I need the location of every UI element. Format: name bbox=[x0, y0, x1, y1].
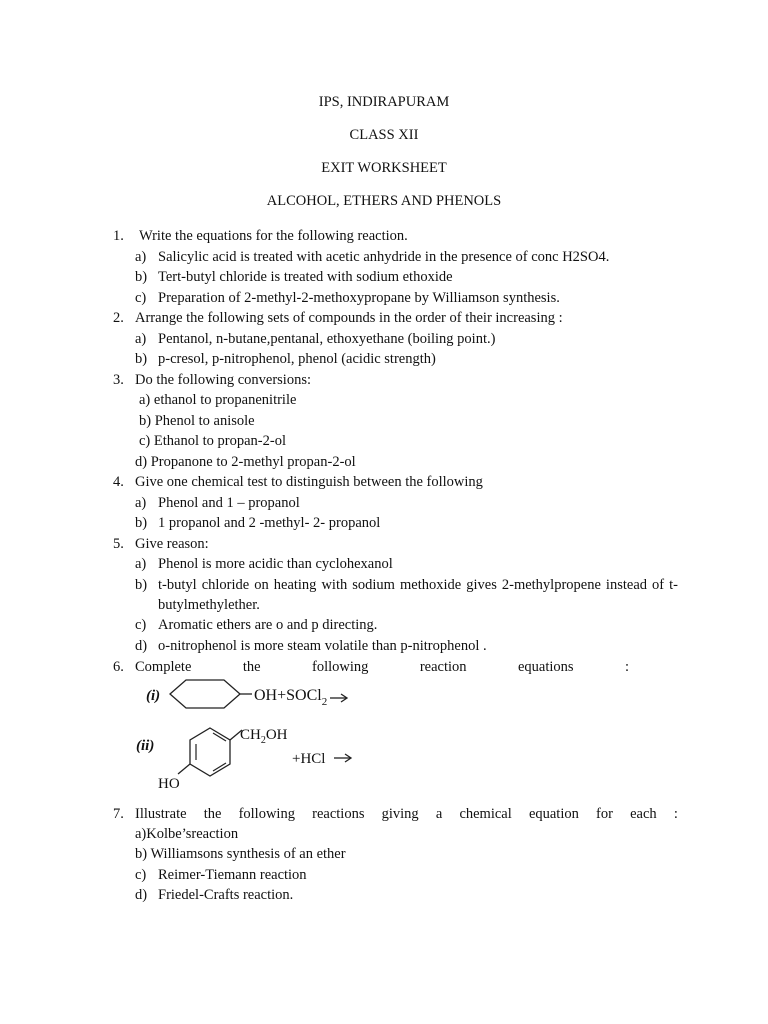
q7-number: 7. bbox=[113, 806, 124, 822]
q4-number: 4. bbox=[113, 474, 124, 490]
q7-word: the bbox=[203, 806, 222, 822]
class-title: CLASS XII bbox=[349, 127, 419, 143]
q2-item-a-mark: a) bbox=[135, 331, 147, 347]
q7-item-c-mark: c) bbox=[135, 867, 147, 883]
q7-item-a: a)Kolbe’sreaction bbox=[135, 826, 239, 842]
bond-line bbox=[178, 764, 190, 774]
hydroxy-substituent: HO bbox=[158, 776, 180, 792]
q2-item-a: Pentanol, n-butane,pentanal, ethoxyethane (boiling point.) bbox=[158, 331, 496, 347]
q6-text bbox=[135, 657, 629, 677]
q7-word: : bbox=[673, 806, 678, 822]
q7-item-b: b) Williamsons synthesis of an ether bbox=[135, 846, 346, 862]
q7-word: Illustrate bbox=[135, 806, 187, 822]
q1-item-b: Tert-butyl chloride is treated with sodium ethoxide bbox=[158, 269, 453, 285]
ch2oh-group: $CH_2OH$ bbox=[240, 727, 288, 746]
q7-item-d: Friedel-Crafts reaction. bbox=[158, 887, 294, 903]
q7-word: reactions bbox=[312, 806, 365, 822]
q7-text bbox=[135, 804, 678, 824]
cyclohexane-ring bbox=[170, 680, 240, 708]
q1-item-a-mark: a) bbox=[135, 249, 147, 265]
q5-text: Give reason: bbox=[135, 536, 209, 552]
q5-number: 5. bbox=[113, 536, 124, 552]
q1-item-c: Preparation of 2-methyl-2-methoxypropane by Williamson synthesis. bbox=[158, 290, 560, 306]
q7-word: chemical bbox=[459, 806, 512, 822]
worksheet-title: EXIT WORKSHEET bbox=[321, 160, 447, 176]
equation-1-rhs: OH+SOCl$_2$ bbox=[254, 687, 328, 708]
q5-item-b-mark: b) bbox=[135, 577, 148, 593]
q3-item-c: c) Ethanol to propan-2-ol bbox=[139, 433, 286, 449]
q5-item-c: Aromatic ethers are o and p directing. bbox=[158, 617, 378, 633]
q6-word: following bbox=[311, 659, 369, 675]
q1-number: 1. bbox=[113, 228, 124, 244]
q6-word: Complete bbox=[135, 659, 192, 675]
q6-word: the bbox=[242, 659, 261, 675]
q3-item-d: d) Propanone to 2-methyl propan-2-ol bbox=[135, 454, 356, 470]
q5-item-c-mark: c) bbox=[135, 617, 147, 633]
q4-item-a-mark: a) bbox=[135, 495, 147, 511]
q3-item-a: a) ethanol to propanenitrile bbox=[139, 392, 297, 408]
q7-word: for bbox=[596, 806, 613, 822]
topic-title: ALCOHOL, ETHERS AND PHENOLS bbox=[266, 193, 502, 209]
q5-item-d-mark: d) bbox=[135, 638, 148, 654]
q3-item-b: b) Phenol to anisole bbox=[139, 413, 255, 429]
q2-item-b-mark: b) bbox=[135, 351, 148, 367]
q7-word: giving bbox=[381, 806, 419, 822]
equation-1-label: (i) bbox=[146, 688, 161, 704]
q6-word: reaction bbox=[419, 659, 467, 675]
q6-word: equations bbox=[517, 659, 574, 675]
q6-word: : bbox=[624, 659, 629, 675]
q7-word: following bbox=[238, 806, 295, 822]
q4-item-b: 1 propanol and 2 -methyl- 2- propanol bbox=[158, 515, 381, 531]
q7-item-c: Reimer-Tiemann reaction bbox=[158, 867, 307, 883]
q5-item-a: Phenol is more acidic than cyclohexanol bbox=[158, 556, 393, 572]
q4-item-a: Phenol and 1 – propanol bbox=[158, 495, 300, 511]
reagent-hcl: +HCl bbox=[292, 751, 326, 767]
q6-number: 6. bbox=[113, 659, 124, 675]
q3-number: 3. bbox=[113, 372, 124, 388]
q7-item-d-mark: d) bbox=[135, 887, 148, 903]
equation-2-label: (ii) bbox=[136, 738, 155, 754]
school-name: IPS, INDIRAPURAM bbox=[318, 94, 450, 110]
q2-item-b: p-cresol, p-nitrophenol, phenol (acidic strength) bbox=[158, 351, 436, 367]
q5-item-d: o-nitrophenol is more steam volatile than p-nitrophenol . bbox=[158, 638, 487, 654]
q7-word: equation bbox=[528, 806, 579, 822]
q7-word: each bbox=[630, 806, 657, 822]
q1-item-b-mark: b) bbox=[135, 269, 148, 285]
q3-text: Do the following conversions: bbox=[135, 372, 311, 388]
q1-item-a: Salicylic acid is treated with acetic anhydride in the presence of conc H2SO4. bbox=[158, 249, 610, 265]
q1-item-c-mark: c) bbox=[135, 290, 147, 306]
q2-number: 2. bbox=[113, 310, 124, 326]
reaction-equation-2 bbox=[130, 720, 370, 800]
q7-word: a bbox=[435, 806, 443, 822]
reaction-equation-1 bbox=[140, 676, 380, 716]
q4-text: Give one chemical test to distinguish between the following bbox=[135, 474, 483, 490]
q1-text: Write the equations for the following reaction. bbox=[139, 228, 408, 244]
q4-item-b-mark: b) bbox=[135, 515, 148, 531]
q5-item-b: t-butyl chloride on heating with sodium methoxide gives 2-methylpropene instead of t-butylmethylether. bbox=[158, 577, 678, 613]
q5-item-a-mark: a) bbox=[135, 556, 147, 572]
q2-text: Arrange the following sets of compounds in the order of their increasing : bbox=[135, 310, 563, 326]
